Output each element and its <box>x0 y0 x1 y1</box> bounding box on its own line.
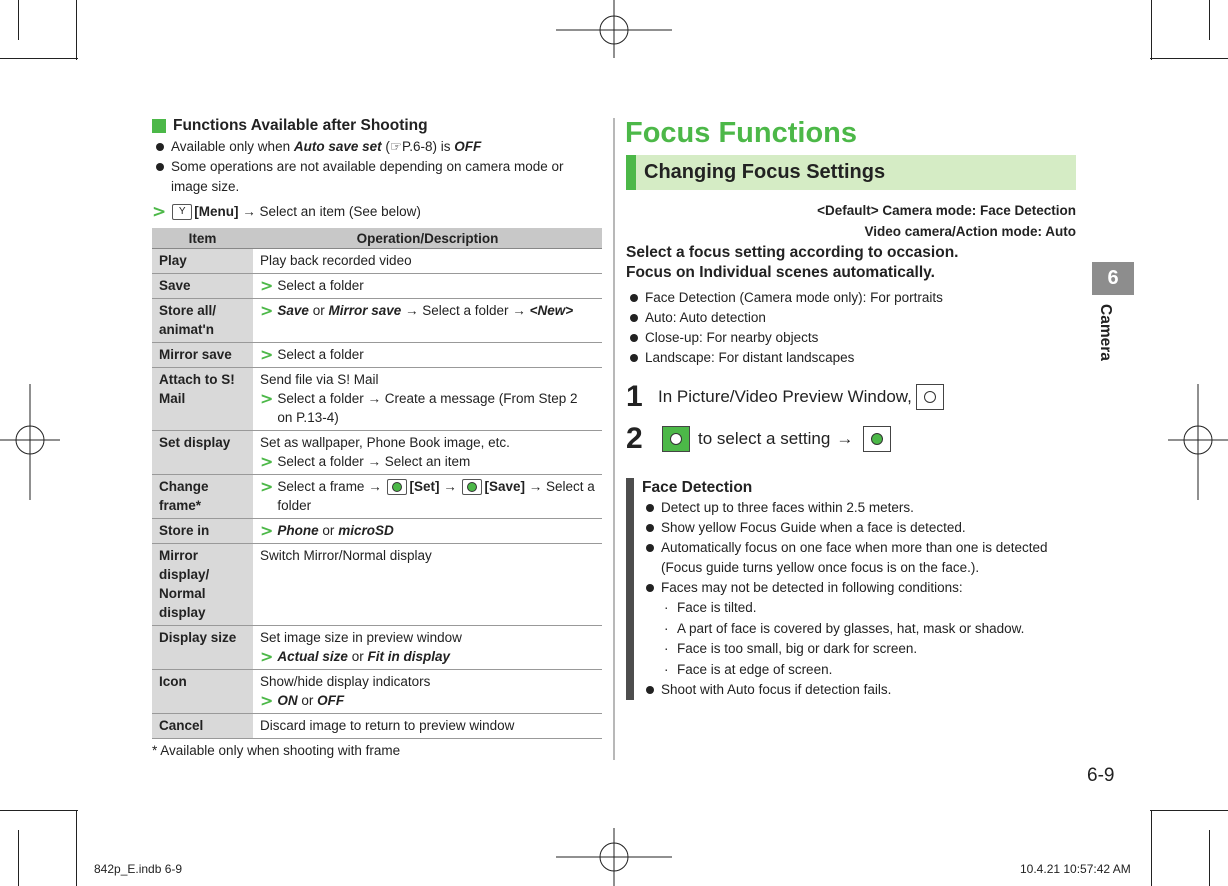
page-number: 6-9 <box>1087 765 1115 786</box>
list-item: Close-up: For nearby objects <box>626 328 1076 348</box>
list-item: Face Detection (Camera mode only): For portraits <box>626 288 1076 308</box>
table-row: Change frame* > Select a frame → [Set] → [Save] → Select a folder <box>152 475 602 519</box>
right-column <box>626 116 1076 700</box>
step-arrow-icon: > <box>152 202 167 222</box>
lead-text: Select a focus setting according to occasion. Focus on Individual scenes automatically. <box>626 244 959 281</box>
note-bar <box>626 478 634 700</box>
table-row: Mirror display/ Normal display Switch Mirror/Normal display <box>152 544 602 626</box>
table-row: Attach to S! Mail Send file via S! Mail > Select a folder → Create a message (From Step 2 on P.13-4) <box>152 368 602 431</box>
table-row: Cancel Discard image to return to preview window <box>152 714 602 739</box>
step-2: 2 to select a setting → <box>626 422 1076 456</box>
file-info-right: 10.4.21 10:57:42 AM <box>1020 862 1131 876</box>
page-title: Focus Functions <box>625 117 857 149</box>
table-row: Set display Set as wallpaper, Phone Book image, etc. > Select a folder → Select an item <box>152 431 602 475</box>
header-operation: Operation/Description <box>253 228 602 249</box>
green-square-icon <box>152 119 166 133</box>
table-row: Icon Show/hide display indicators > ON or OFF <box>152 670 602 714</box>
table-row: Play Play back recorded video <box>152 249 602 274</box>
center-key-icon <box>863 426 891 452</box>
column-divider <box>613 118 615 760</box>
center-key-icon <box>462 479 482 495</box>
operations-table <box>152 228 602 739</box>
table-header-row <box>152 228 602 249</box>
table-row: Display size Set image size in preview window > Actual size or Fit in display <box>152 626 602 670</box>
list-item: Faces may not be detected in following conditions: <box>642 578 1076 598</box>
menu-key-icon: Y <box>172 204 192 220</box>
list-item: Shoot with Auto focus if detection fails. <box>642 680 1076 700</box>
section-subtitle: Changing Focus Settings <box>626 155 1076 190</box>
table-row: Save > Select a folder <box>152 274 602 299</box>
sub-item: · Face is tilted. <box>642 598 1076 619</box>
reference-icon: ☞ <box>389 139 402 154</box>
list-item: Detect up to three faces within 2.5 meters. <box>642 498 1076 518</box>
center-key-icon <box>387 479 407 495</box>
header-item: Item <box>152 228 253 249</box>
sub-item: · A part of face is covered by glasses, hat, mask or shadow. <box>642 619 1076 640</box>
list-item: Show yellow Focus Guide when a face is detected. <box>642 518 1076 538</box>
section-heading: Functions Available after Shooting <box>152 116 602 136</box>
sub-item: · Face is at edge of screen. <box>642 660 1076 681</box>
footnote: * Available only when shooting with frame <box>152 743 401 758</box>
table-row: Mirror save > Select a folder <box>152 343 602 368</box>
bullet-auto-save: Available only when Auto save set (☞P.6-8) is OFF <box>152 137 602 157</box>
dpad-key-icon <box>662 426 690 452</box>
step-1: 1 In Picture/Video Preview Window, <box>626 380 1076 414</box>
left-column <box>152 116 602 758</box>
file-info-left: 842p_E.indb 6-9 <box>94 862 183 876</box>
table-row: Store in > Phone or microSD <box>152 519 602 544</box>
bullet-operations: Some operations are not available depending on camera mode or image size. <box>152 157 602 197</box>
list-item: Landscape: For distant landscapes <box>626 348 1076 368</box>
chapter-tab: 6 Camera <box>1092 262 1134 295</box>
list-item: Automatically focus on one face when more than one is detected (Focus guide turns yellow once focus is on the face.). <box>642 538 1076 578</box>
default-settings: <Default> Camera mode: Face Detection Video camera/Action mode: Auto <box>817 203 1076 239</box>
face-detection-note: Face Detection Detect up to three faces within 2.5 meters. Show yellow Focus Guide when a face is detected. Automatically focus on one face when more than one is detected (Focus guide turns yellow once focus is on the face.). Faces may not be detected in following conditions: · Face is tilted. · A part of face is covered by glasses, hat, mask or shadow. · Face is too small, big or dark for screen. · Face is at edge of screen. Shoot with Auto focus if detection fails. <box>626 478 1076 700</box>
list-item: Auto: Auto detection <box>626 308 1076 328</box>
menu-step: > Y [Menu] → Select an item (See below) <box>152 202 421 222</box>
sub-item: · Face is too small, big or dark for screen. <box>642 639 1076 660</box>
table-row: Store all/ animat'n > Save or Mirror save → Select a folder → <New> <box>152 299 602 343</box>
camera-key-icon <box>916 384 944 410</box>
